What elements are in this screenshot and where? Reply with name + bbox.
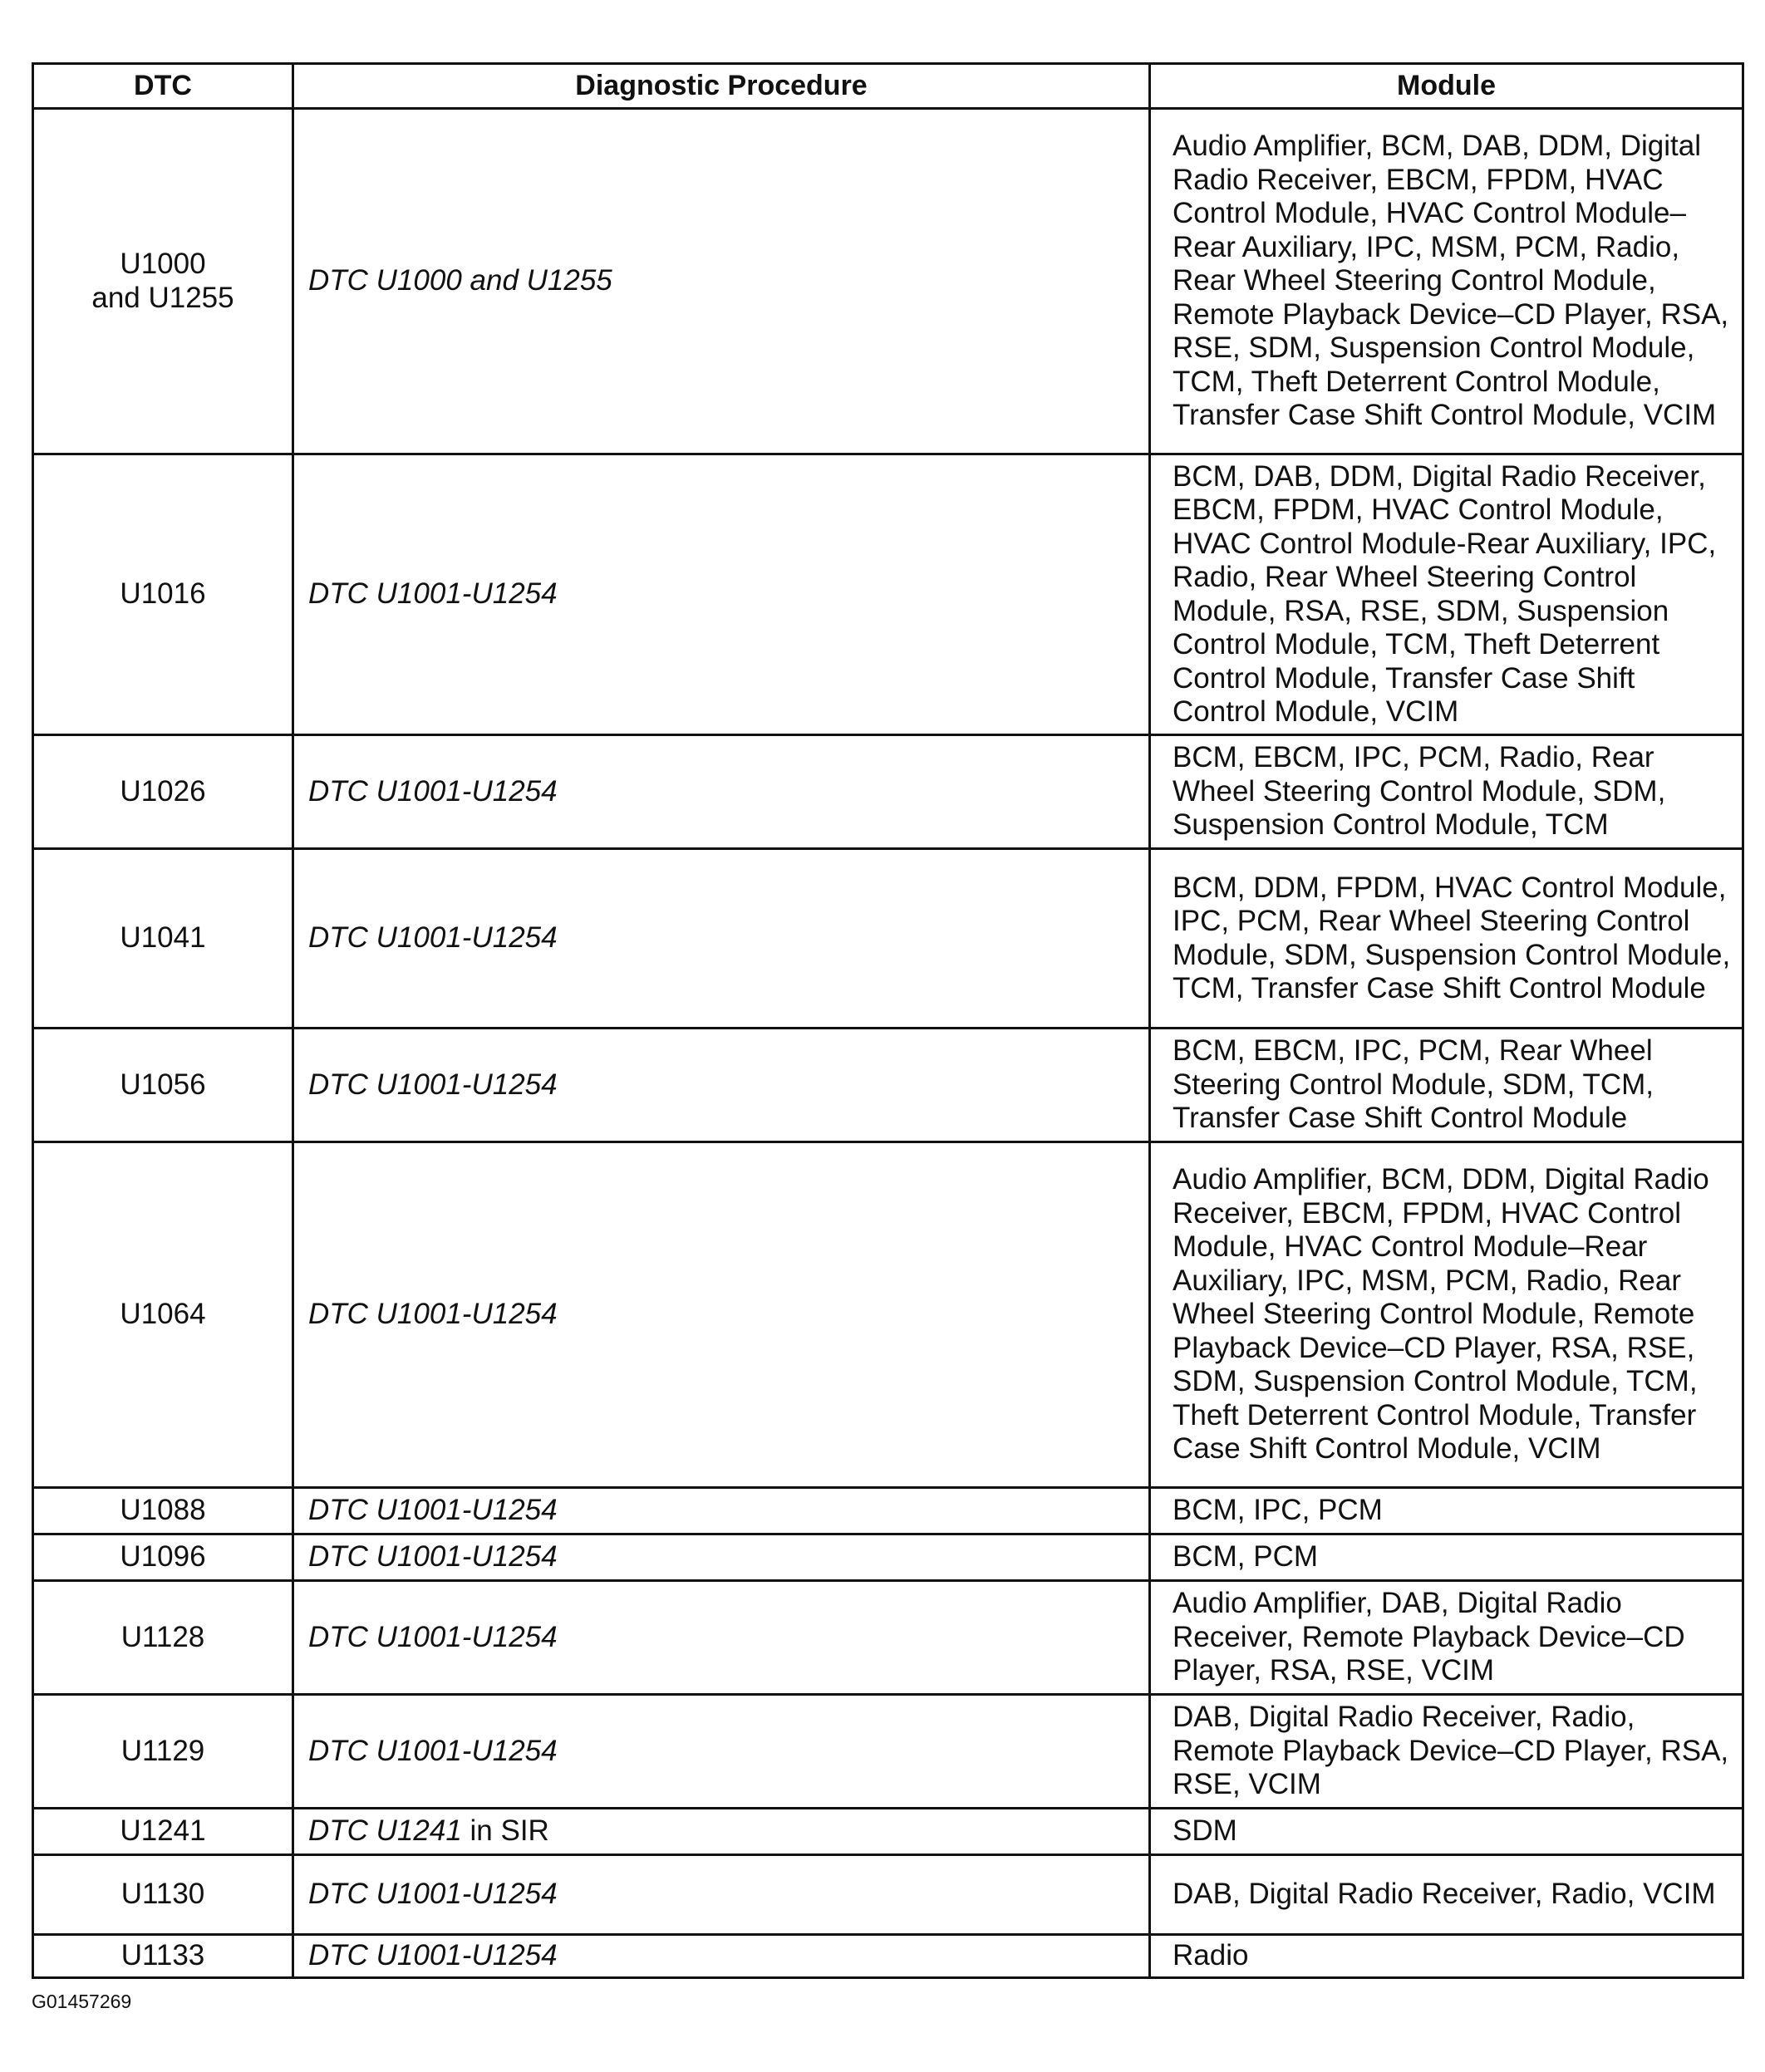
diagnostic-procedure — [293, 1809, 1150, 1855]
dtc-code: U1064 — [33, 1142, 293, 1488]
procedure-link-text: DTC U1001-U1254 — [308, 921, 558, 955]
procedure-link-text: DTC U1001-U1254 — [308, 774, 558, 808]
dtc-code: U1130 — [33, 1855, 293, 1935]
table-row — [33, 1534, 1743, 1581]
table-row — [33, 1935, 1743, 1978]
module-list: BCM, DDM, FPDM, HVAC Control Module, IPC, PCM, Rear Wheel Steering Control Module, SDM, Suspension Control Module, TCM, Transfer Case Shift Control Module — [1150, 849, 1743, 1029]
table-row — [33, 1809, 1743, 1855]
table-row — [33, 1695, 1743, 1809]
dtc-code: U1241 — [33, 1809, 293, 1855]
module-list: SDM — [1150, 1809, 1743, 1855]
dtc-code: U1056 — [33, 1029, 293, 1142]
procedure-suffix: in SIR — [461, 1814, 549, 1848]
table-row — [33, 1581, 1743, 1695]
table-row — [33, 1488, 1743, 1534]
table-body — [33, 109, 1743, 1978]
dtc-code: U1041 — [33, 849, 293, 1029]
header-diagnostic-procedure: Diagnostic Procedure — [293, 64, 1150, 109]
table-row — [33, 1029, 1743, 1142]
diagnostic-procedure — [293, 1935, 1150, 1978]
figure-id: G01457269 — [32, 1991, 132, 2012]
diagnostic-procedure — [293, 109, 1150, 454]
diagnostic-procedure — [293, 735, 1150, 849]
dtc-code: U1096 — [33, 1534, 293, 1581]
procedure-link-text: DTC U1241 — [308, 1814, 462, 1848]
table-row — [33, 735, 1743, 849]
table-row — [33, 109, 1743, 454]
module-list: BCM, DAB, DDM, Digital Radio Receiver, EBCM, FPDM, HVAC Control Module, HVAC Control Module-Rear Auxiliary, IPC, Radio, Rear Wheel Steering Control Module, RSA, RSE, SDM, Suspension Control Module, TCM, Theft Deterrent Control Module, Transfer Case Shift Control Module, VCIM — [1150, 454, 1743, 735]
diagnostic-procedure — [293, 1581, 1150, 1695]
module-list: DAB, Digital Radio Receiver, Radio, VCIM — [1150, 1855, 1743, 1935]
procedure-link-text: DTC U1001-U1254 — [308, 1734, 558, 1767]
dtc-code: U1133 — [33, 1935, 293, 1978]
procedure-link-text: DTC U1001-U1254 — [308, 1878, 558, 1911]
procedure-link-text: DTC U1001-U1254 — [308, 1298, 558, 1331]
module-list: BCM, IPC, PCM — [1150, 1488, 1743, 1534]
diagnostic-procedure — [293, 1695, 1150, 1809]
header-dtc: DTC — [33, 64, 293, 109]
diagnostic-procedure — [293, 1855, 1150, 1935]
table-row — [33, 1855, 1743, 1935]
diagnostic-procedure — [293, 1534, 1150, 1581]
procedure-link-text: DTC U1001-U1254 — [308, 1939, 558, 1971]
procedure-link-text: DTC U1001-U1254 — [308, 1068, 558, 1101]
module-list: BCM, EBCM, IPC, PCM, Rear Wheel Steering Control Module, SDM, TCM, Transfer Case Shift Control Module — [1150, 1029, 1743, 1142]
table-row — [33, 454, 1743, 735]
header-module: Module — [1150, 64, 1743, 109]
procedure-link-text: DTC U1001-U1254 — [308, 1540, 558, 1574]
diagnostic-procedure — [293, 454, 1150, 735]
diagnostic-procedure — [293, 849, 1150, 1029]
module-list: Audio Amplifier, DAB, Digital Radio Receiver, Remote Playback Device–CD Player, RSA, RSE, VCIM — [1150, 1581, 1743, 1695]
dtc-code: U1016 — [33, 454, 293, 735]
dtc-table — [32, 62, 1744, 1979]
module-list: BCM, PCM — [1150, 1534, 1743, 1581]
module-list: Audio Amplifier, BCM, DDM, Digital Radio Receiver, EBCM, FPDM, HVAC Control Module, HVAC Control Module–Rear Auxiliary, IPC, MSM, PCM, Radio, Rear Wheel Steering Control Module, Remote Playback Device–CD Player, RSA, RSE, SDM, Suspension Control Module, TCM, Theft Deterrent Control Module, Transfer Case Shift Control Module, VCIM — [1150, 1142, 1743, 1488]
dtc-code: U1129 — [33, 1695, 293, 1809]
procedure-link-text: DTC U1001-U1254 — [308, 577, 558, 611]
table-header-row — [33, 64, 1743, 109]
procedure-link-text: DTC U1001-U1254 — [308, 1620, 558, 1653]
diagnostic-procedure — [293, 1142, 1150, 1488]
dtc-code: U1128 — [33, 1581, 293, 1695]
dtc-code: U1088 — [33, 1488, 293, 1534]
module-list: DAB, Digital Radio Receiver, Radio, Remote Playback Device–CD Player, RSA, RSE, VCIM — [1150, 1695, 1743, 1809]
diagnostic-procedure — [293, 1029, 1150, 1142]
dtc-code: U1000 and U1255 — [33, 109, 293, 454]
procedure-link-text: DTC U1000 and U1255 — [308, 264, 612, 297]
module-list: BCM, EBCM, IPC, PCM, Radio, Rear Wheel Steering Control Module, SDM, Suspension Control Module, TCM — [1150, 735, 1743, 849]
table-row — [33, 1142, 1743, 1488]
module-list: Radio — [1150, 1935, 1743, 1978]
table-row — [33, 849, 1743, 1029]
procedure-link-text: DTC U1001-U1254 — [308, 1494, 558, 1527]
dtc-code: U1026 — [33, 735, 293, 849]
diagnostic-procedure — [293, 1488, 1150, 1534]
module-list: Audio Amplifier, BCM, DAB, DDM, Digital Radio Receiver, EBCM, FPDM, HVAC Control Module, HVAC Control Module–Rear Auxiliary, IPC, MSM, PCM, Radio, Rear Wheel Steering Control Module, Remote Playback Device–CD Player, RSA, RSE, SDM, Suspension Control Module, TCM, Theft Deterrent Control Module, Transfer Case Shift Control Module, VCIM — [1150, 109, 1743, 454]
